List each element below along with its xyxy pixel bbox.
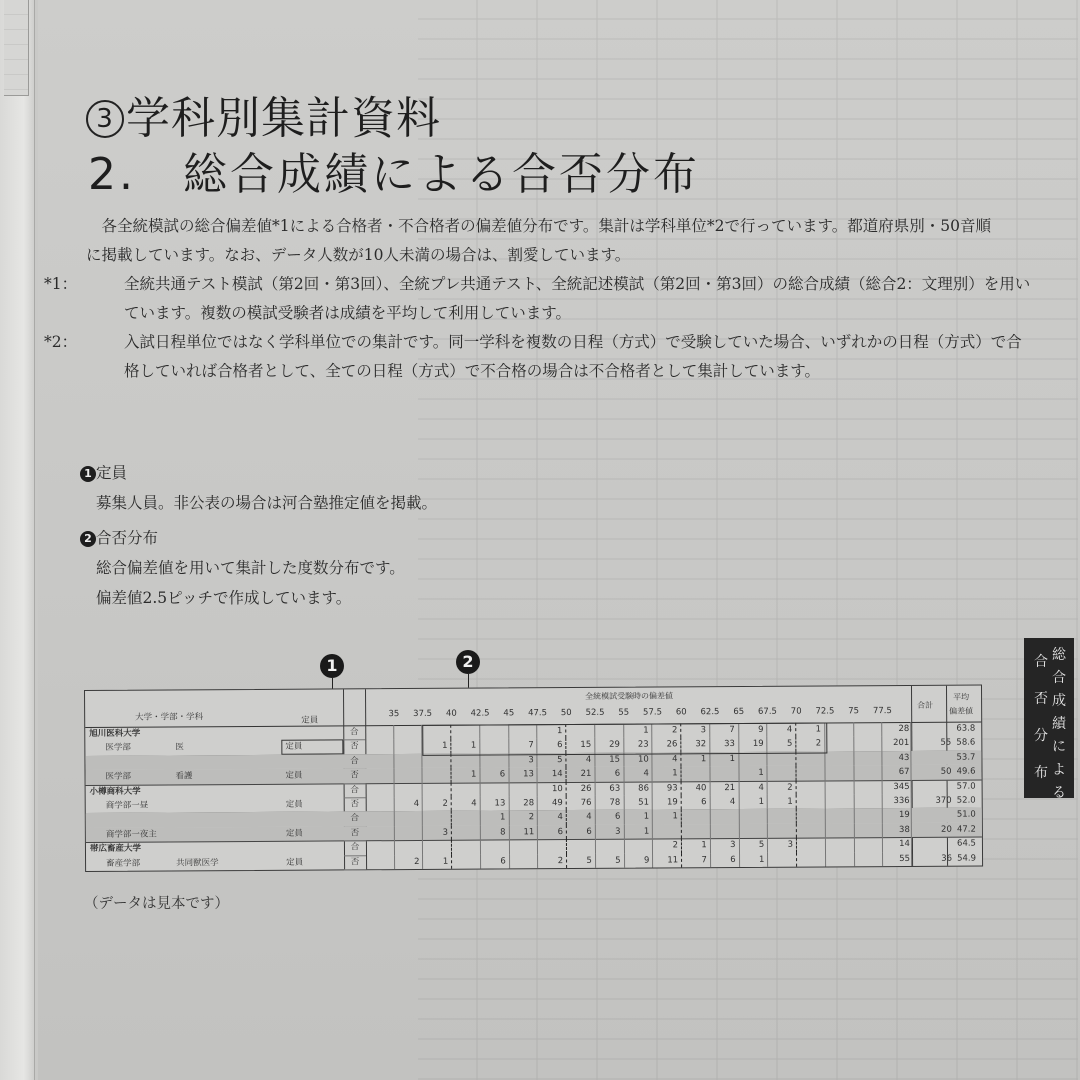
frequency-cell: [625, 839, 654, 854]
total-column-header: 合計: [917, 700, 934, 710]
score-tick-label: 55: [618, 707, 630, 718]
frequency-cell: [510, 854, 539, 869]
frequency-cell: [825, 751, 854, 766]
frequency-cell: [711, 824, 740, 839]
frequency-cell: [538, 839, 567, 854]
frequency-cell: 1: [768, 795, 797, 810]
row-total: 345: [893, 781, 910, 792]
frequency-cell: 14: [538, 767, 567, 782]
faculty-name: 医学部: [105, 743, 131, 754]
frequency-cell: [825, 737, 854, 752]
page-subtitle: 2. 総合成績による合否分布: [88, 149, 700, 200]
frequency-cell: 1: [481, 811, 510, 826]
frequency-cell: 4: [538, 810, 567, 825]
frequency-cell: [825, 794, 854, 809]
frequency-cell: 6: [711, 853, 740, 868]
frequency-cell: [797, 809, 826, 824]
legend-title: 定員: [96, 464, 128, 482]
frequency-cell: 6: [480, 768, 509, 783]
frequency-cell: [366, 783, 395, 798]
frequency-cell: [395, 826, 424, 841]
frequency-cell: [365, 768, 394, 783]
frequency-cell: [653, 824, 682, 839]
frequency-cell: 1: [653, 767, 682, 782]
capacity-value: 20: [941, 824, 952, 835]
frequency-cell: 6: [596, 810, 625, 825]
frequency-cell: [768, 809, 797, 824]
frequency-cell: [481, 840, 510, 855]
score-tick-label: 57.5: [643, 707, 663, 718]
faculty-name: 商学部一昼: [105, 800, 149, 811]
frequency-cell: [854, 780, 883, 795]
frequency-cell: 1: [452, 768, 481, 783]
score-tick-label: 72.5: [815, 706, 835, 717]
frequency-cell: [854, 794, 883, 809]
fail-label: 否: [344, 797, 366, 813]
frequency-cell: [797, 838, 826, 853]
tab-char: 分: [1034, 728, 1048, 744]
frequency-cell: 49: [538, 796, 567, 811]
frequency-cell: 10: [538, 782, 567, 797]
frequency-cell: 3: [423, 826, 452, 841]
row-average: 49.6: [956, 766, 976, 777]
frequency-cell: 1: [423, 854, 452, 869]
frequency-cell: 5: [739, 838, 768, 853]
frequency-cell: 6: [682, 795, 711, 810]
frequency-cell: [365, 754, 394, 769]
capacity-value: 50: [940, 766, 952, 777]
frequency-cell: 1: [423, 739, 452, 754]
frequency-cell: [826, 837, 855, 852]
capacity-column-header: 定員: [301, 715, 319, 726]
frequency-cell: [365, 739, 394, 754]
frequency-cell: 3: [509, 753, 538, 768]
row-total: 201: [893, 738, 910, 749]
capacity-label: 定員: [286, 857, 304, 868]
frequency-cell: 7: [710, 723, 739, 738]
capacity-value: 55: [940, 738, 952, 749]
frequency-cell: 40: [682, 781, 711, 796]
faculty-name: 商学部一夜主: [105, 829, 157, 840]
frequency-cell: [825, 722, 854, 737]
frequency-cell: 1: [452, 739, 481, 754]
pass-label: 合: [344, 812, 366, 828]
legend-desc: 総合偏差値を用いて集計した度数分布です。: [96, 559, 405, 577]
name-column-header: 大学・学部・学科: [135, 712, 204, 723]
frequency-cell: 4: [739, 780, 768, 795]
frequency-cell: [394, 739, 423, 754]
score-tick-label: 47.5: [528, 708, 548, 719]
frequency-cell: [452, 753, 481, 768]
frequency-cell: 63: [595, 781, 624, 796]
score-axis-title: 全統模試受験時の偏差値: [585, 691, 674, 701]
tab-char: る: [1052, 785, 1066, 801]
frequency-cell: [480, 753, 509, 768]
frequency-cell: [423, 811, 452, 826]
university-name: 旭川医科大学: [89, 728, 141, 739]
department-name: 医: [175, 742, 184, 753]
chapter-index-tab[interactable]: [1024, 638, 1074, 801]
footnote-mark: *2：: [44, 333, 78, 351]
fail-label: 否: [343, 740, 365, 756]
pass-label: 合: [344, 783, 366, 799]
frequency-cell: 9: [739, 723, 768, 738]
legend-item-capacity: [80, 458, 437, 518]
distribution-highlight-box: [423, 722, 827, 755]
capacity-value: 36: [941, 853, 953, 864]
frequency-cell: 2: [653, 839, 682, 854]
frequency-cell: [826, 852, 855, 867]
sample-data-note: （データは見本です）: [84, 896, 229, 912]
fail-label: 否: [344, 855, 366, 871]
frequency-cell: 2: [395, 855, 424, 870]
frequency-cell: [423, 782, 452, 797]
frequency-cell: 4: [394, 797, 423, 812]
frequency-cell: 28: [509, 796, 538, 811]
frequency-cell: 4: [710, 795, 739, 810]
frequency-cell: 13: [509, 767, 538, 782]
callout-2-icon: 2: [456, 650, 480, 674]
frequency-cell: 4: [653, 752, 682, 767]
capacity-label: 定員: [285, 770, 303, 781]
book-spine-edge: [0, 0, 35, 1080]
callout-number-icon: 2: [80, 531, 96, 547]
frequency-cell: 21: [710, 781, 739, 796]
frequency-cell: 5: [596, 853, 625, 868]
frequency-cell: 15: [595, 752, 624, 767]
frequency-cell: [825, 765, 854, 780]
frequency-cell: [826, 809, 855, 824]
frequency-cell: [366, 840, 395, 855]
frequency-cell: 2: [796, 737, 825, 752]
capacity-value: 370: [935, 795, 952, 806]
frequency-cell: [797, 794, 826, 809]
frequency-cell: [854, 737, 883, 752]
frequency-cell: [394, 754, 423, 769]
frequency-cell: [452, 854, 481, 869]
frequency-cell: 32: [681, 738, 710, 753]
row-total: 14: [899, 839, 910, 850]
frequency-cell: [797, 766, 826, 781]
frequency-cell: 26: [567, 781, 596, 796]
faculty-name: 畜産学部: [106, 858, 141, 869]
tab-char: 総: [1052, 647, 1066, 663]
frequency-cell: 1: [739, 795, 768, 810]
frequency-cell: [567, 839, 596, 854]
frequency-cell: 5: [538, 753, 567, 768]
frequency-cell: [797, 823, 826, 838]
frequency-cell: 1: [739, 766, 768, 781]
intro-paragraph: 各全統模試の総合偏差値*1による合格者・不合格者の偏差値分布です。集計は学科単位*2で行っています。都道府県別・50音順に掲載しています。なお、データ人数が10人未満の場合は、割愛しています。: [86, 217, 991, 264]
frequency-cell: 8: [481, 825, 510, 840]
frequency-cell: 3: [768, 838, 797, 853]
frequency-cell: 4: [567, 753, 596, 768]
footnote-2: [44, 328, 1034, 386]
frequency-cell: 2: [509, 811, 538, 826]
frequency-cell: 3: [711, 838, 740, 853]
frequency-cell: 9: [625, 853, 654, 868]
frequency-cell: 11: [653, 853, 682, 868]
university-name: 帯広畜産大学: [89, 843, 142, 855]
frequency-cell: 1: [710, 752, 739, 767]
legend-desc: 募集人員。非公表の場合は河合塾推定値を掲載。: [96, 494, 438, 512]
frequency-cell: 1: [653, 810, 682, 825]
frequency-cell: [682, 810, 711, 825]
frequency-cell: 4: [768, 723, 797, 738]
frequency-cell: 6: [481, 854, 510, 869]
frequency-cell: [854, 722, 883, 737]
frequency-cell: [826, 823, 855, 838]
frequency-cell: [394, 811, 423, 826]
tab-label-column-1: [1050, 644, 1068, 805]
frequency-cell: [796, 751, 825, 766]
row-total: 19: [898, 810, 910, 821]
frequency-cell: [739, 752, 768, 767]
frequency-cell: [452, 825, 481, 840]
frequency-cell: 3: [681, 723, 710, 738]
row-average: 58.6: [956, 737, 976, 749]
footnote-text: 全統共通テスト模試（第2回・第3回）、全統プレ共通テスト、全統記述模試（第2回・第3回）の総合成績（総合2：文理別）を用いています。複数の模試受験者は成績を平均して利用しています。: [124, 275, 1031, 322]
faculty-name: 医学部: [105, 771, 132, 783]
frequency-cell: 15: [566, 738, 595, 753]
callout-1-icon: 1: [320, 654, 344, 678]
score-tick-label: 42.5: [470, 708, 490, 719]
frequency-cell: 78: [596, 796, 625, 811]
frequency-cell: 4: [452, 797, 481, 812]
legend-desc: 偏差値2.5ピッチで作成しています。: [96, 589, 352, 607]
frequency-cell: 1: [740, 852, 769, 867]
pass-label: 合: [344, 840, 366, 856]
fail-label: 否: [344, 826, 366, 842]
frequency-cell: [365, 725, 394, 740]
footnote-1: [44, 270, 1034, 328]
tab-char: に: [1052, 739, 1066, 755]
row-total: 38: [899, 824, 910, 835]
avg-column-header-2: 偏差値: [949, 706, 974, 716]
index-tabs: [4, 0, 29, 96]
frequency-cell: 6: [595, 767, 624, 782]
tab-char: 合: [1052, 670, 1066, 686]
frequency-cell: 6: [538, 738, 567, 753]
section-title: [86, 82, 441, 146]
frequency-cell: [768, 852, 797, 867]
frequency-cell: [423, 840, 452, 855]
frequency-cell: 33: [710, 737, 739, 752]
frequency-cell: 51: [624, 796, 653, 811]
frequency-cell: [423, 768, 452, 783]
pass-label: 合: [343, 725, 365, 741]
pass-fail-distribution-table: [84, 685, 983, 872]
tab-char: 否: [1034, 691, 1048, 707]
frequency-cell: 21: [567, 767, 596, 782]
frequency-cell: [394, 725, 423, 740]
frequency-cell: [394, 768, 423, 783]
frequency-cell: 3: [596, 824, 625, 839]
frequency-cell: 4: [624, 767, 653, 782]
frequency-cell: 19: [739, 737, 768, 752]
frequency-cell: 1: [624, 724, 653, 739]
capacity-label: 定員: [285, 799, 303, 810]
frequency-cell: [452, 782, 481, 797]
tab-label-column-2: [1032, 644, 1050, 792]
footnote-mark: *1：: [44, 275, 78, 293]
frequency-cell: 7: [682, 853, 711, 868]
row-average: 47.2: [956, 824, 976, 835]
frequency-cell: [711, 809, 740, 824]
frequency-cell: 1: [681, 752, 710, 767]
department-name: 共同獣医学: [176, 857, 219, 869]
frequency-cell: 1: [796, 722, 825, 737]
frequency-cell: [710, 766, 739, 781]
score-tick-label: 65: [733, 706, 745, 718]
capacity-label: 定員: [285, 742, 303, 753]
frequency-cell: [395, 840, 424, 855]
score-tick-label: 40: [445, 708, 457, 719]
row-average: 64.5: [956, 838, 976, 849]
frequency-cell: 2: [423, 797, 452, 812]
score-tick-label: 45: [503, 708, 515, 719]
frequency-cell: 7: [509, 739, 538, 754]
frequency-cell: 13: [481, 796, 510, 811]
row-average: 63.8: [956, 723, 976, 734]
row-total: 67: [898, 767, 910, 778]
capacity-label: 定員: [285, 828, 303, 839]
frequency-cell: [854, 837, 883, 852]
frequency-cell: 4: [567, 810, 596, 825]
frequency-cell: 1: [624, 810, 653, 825]
frequency-cell: [854, 751, 883, 766]
tab-char: よ: [1052, 762, 1066, 778]
frequency-cell: 2: [538, 854, 567, 869]
row-total: 28: [898, 723, 910, 735]
frequency-cell: 1: [682, 838, 711, 853]
frequency-cell: [481, 782, 510, 797]
frequency-cell: [739, 809, 768, 824]
frequency-cell: [682, 766, 711, 781]
university-name: 小樽商科大学: [89, 786, 141, 797]
row-average: 57.0: [956, 781, 976, 792]
frequency-cell: 1: [538, 724, 567, 739]
row-average: 52.0: [956, 795, 976, 806]
frequency-cell: 93: [653, 781, 682, 796]
legend-title: 合否分布: [96, 529, 159, 547]
frequency-cell: [366, 826, 395, 841]
frequency-cell: [854, 765, 883, 780]
score-tick-label: 37.5: [413, 708, 433, 719]
frequency-cell: [682, 824, 711, 839]
frequency-cell: 86: [624, 781, 653, 796]
score-tick-label: 77.5: [872, 706, 892, 717]
tab-char: 布: [1034, 765, 1048, 781]
score-tick-label: 62.5: [700, 707, 720, 718]
frequency-cell: [509, 782, 538, 797]
score-tick-label: 75: [848, 706, 860, 717]
frequency-cell: [825, 780, 854, 795]
section-number-badge: 3: [86, 100, 124, 138]
frequency-cell: [366, 797, 395, 812]
score-tick-label: 50: [560, 708, 572, 719]
score-tick-label: 60: [675, 707, 687, 718]
row-average: 53.7: [956, 752, 976, 763]
frequency-cell: [768, 751, 797, 766]
frequency-cell: [366, 811, 395, 826]
frequency-cell: [739, 824, 768, 839]
footnote-text: 入試日程単位ではなく学科単位での集計です。同一学科を複数の日程（方式）で受験していた場合、いずれかの日程（方式）で合格していれば合格者として、全ての日程（方式）で不合格の場合は不合格者として集計しています。: [124, 333, 1022, 380]
callout-number-icon: 1: [80, 466, 96, 482]
pass-label: 合: [343, 754, 365, 770]
frequency-cell: 6: [567, 825, 596, 840]
frequency-cell: [452, 811, 481, 826]
frequency-cell: [394, 783, 423, 798]
frequency-cell: [797, 852, 826, 867]
frequency-cell: [596, 839, 625, 854]
row-total: 55: [899, 853, 911, 864]
frequency-cell: 10: [624, 752, 653, 767]
row-average: 51.0: [956, 809, 976, 821]
avg-column-header-1: 平均: [953, 692, 970, 702]
frequency-cell: [768, 823, 797, 838]
score-tick-label: 67.5: [757, 706, 777, 717]
score-tick-label: 70: [790, 706, 802, 717]
frequency-cell: 19: [653, 795, 682, 810]
score-tick-label: 35: [388, 709, 400, 720]
frequency-cell: 5: [768, 737, 797, 752]
row-total: 43: [898, 752, 910, 763]
tab-char: 合: [1034, 654, 1048, 670]
legend-item-distribution: [80, 523, 405, 613]
tab-char: 成: [1052, 693, 1066, 709]
frequency-cell: 26: [653, 738, 682, 753]
frequency-cell: 1: [624, 824, 653, 839]
frequency-cell: [854, 823, 883, 838]
frequency-cell: [423, 754, 452, 769]
frequency-cell: 76: [567, 796, 596, 811]
frequency-cell: 6: [538, 825, 567, 840]
frequency-cell: [768, 766, 797, 781]
section-title-text: 学科別集計資料: [126, 93, 441, 144]
tab-char: 績: [1052, 716, 1066, 732]
frequency-cell: [855, 852, 884, 867]
department-name: 看護: [175, 771, 193, 782]
frequency-cell: [854, 809, 883, 824]
row-total: 336: [893, 795, 910, 807]
row-average: 54.9: [957, 853, 977, 864]
frequency-cell: 23: [624, 738, 653, 753]
score-tick-label: 52.5: [585, 707, 605, 718]
frequency-cell: 2: [768, 780, 797, 795]
frequency-cell: 2: [653, 723, 682, 738]
frequency-cell: [510, 839, 539, 854]
frequency-cell: 29: [595, 738, 624, 753]
frequency-cell: [797, 780, 826, 795]
frequency-cell: [366, 855, 395, 870]
frequency-cell: 5: [567, 853, 596, 868]
fail-label: 否: [343, 768, 365, 784]
frequency-cell: [452, 840, 481, 855]
capacity-highlight-box: [281, 740, 343, 755]
frequency-cell: 11: [510, 825, 539, 840]
